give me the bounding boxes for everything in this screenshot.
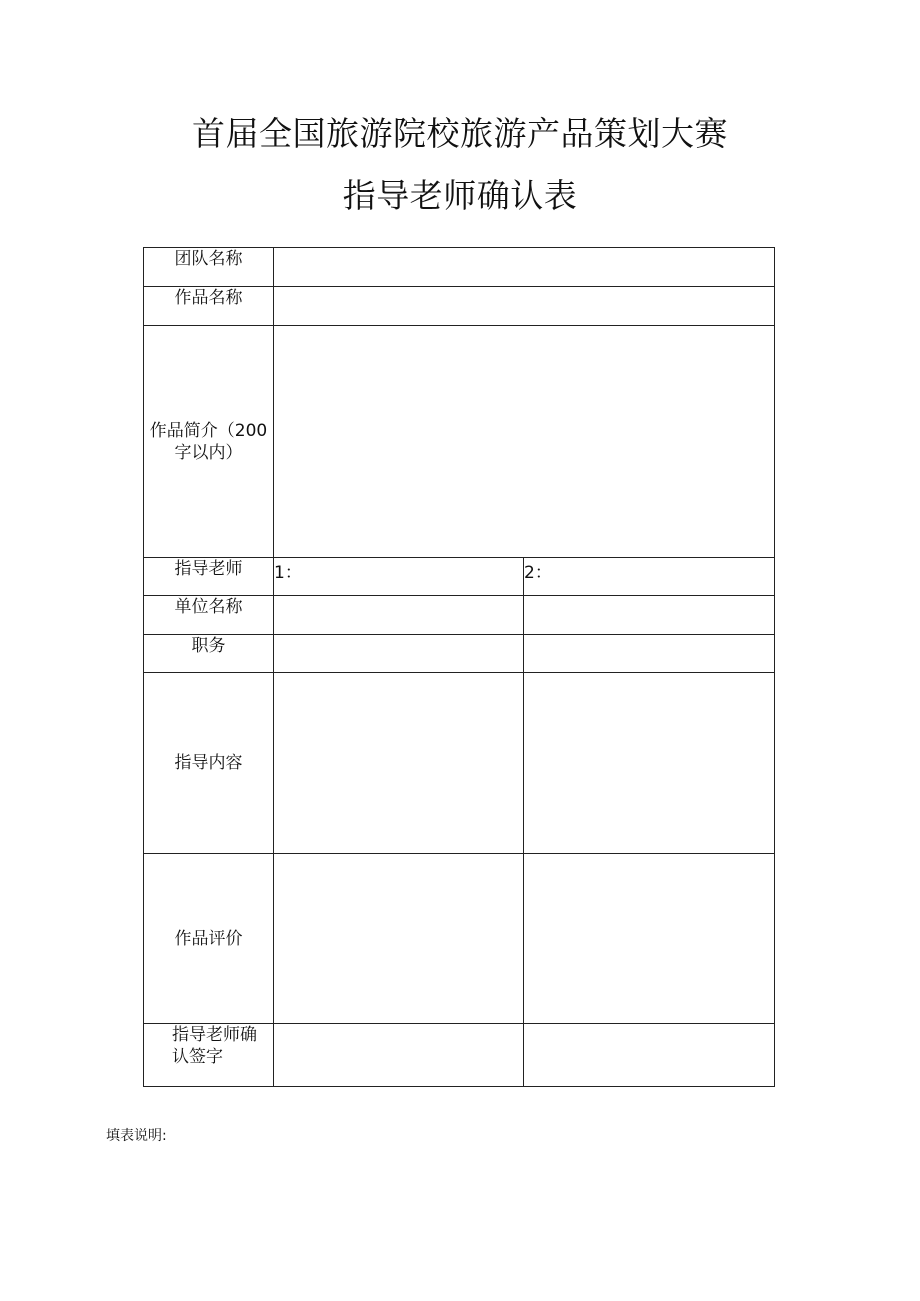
work-name-label: 作品名称	[144, 287, 274, 326]
guidance-1-field[interactable]	[274, 673, 524, 854]
unit-1-field[interactable]	[274, 596, 524, 635]
evaluation-row	[144, 854, 775, 1024]
unit-row	[144, 596, 775, 635]
form-subtitle: 指导老师确认表	[342, 176, 578, 215]
guidance-2-field[interactable]	[524, 673, 775, 854]
advisor-confirmation-table	[143, 247, 775, 1087]
team-name-row	[144, 248, 775, 287]
position-2-field[interactable]	[524, 635, 775, 673]
evaluation-1-field[interactable]	[274, 854, 524, 1024]
team-name-label: 团队名称	[144, 248, 274, 287]
guidance-label: 指导内容	[144, 673, 274, 854]
work-name-field[interactable]	[274, 287, 775, 326]
work-name-row	[144, 287, 775, 326]
guidance-row	[144, 673, 775, 854]
unit-label: 单位名称	[144, 596, 274, 635]
signature-1-field[interactable]	[274, 1024, 524, 1087]
form-title: 首届全国旅游院校旅游产品策划大赛	[192, 114, 728, 153]
advisor-label: 指导老师	[144, 558, 274, 596]
position-1-field[interactable]	[274, 635, 524, 673]
team-name-field[interactable]	[274, 248, 775, 287]
intro-row	[144, 326, 775, 558]
advisor-2-field[interactable]: 2：	[524, 558, 775, 596]
evaluation-2-field[interactable]	[524, 854, 775, 1024]
advisor-1-field[interactable]: 1：	[274, 558, 524, 596]
signature-row	[144, 1024, 775, 1087]
position-label: 职务	[144, 635, 274, 673]
advisor-row	[144, 558, 775, 596]
unit-2-field[interactable]	[524, 596, 775, 635]
signature-2-field[interactable]	[524, 1024, 775, 1087]
fill-instructions: 填表说明:	[106, 1128, 167, 1144]
evaluation-label: 作品评价	[144, 854, 274, 1024]
position-row	[144, 635, 775, 673]
intro-label: 作品简介（200字以内）	[144, 326, 274, 558]
intro-field[interactable]	[274, 326, 775, 558]
signature-label: 指导老师确认签字	[144, 1024, 274, 1087]
